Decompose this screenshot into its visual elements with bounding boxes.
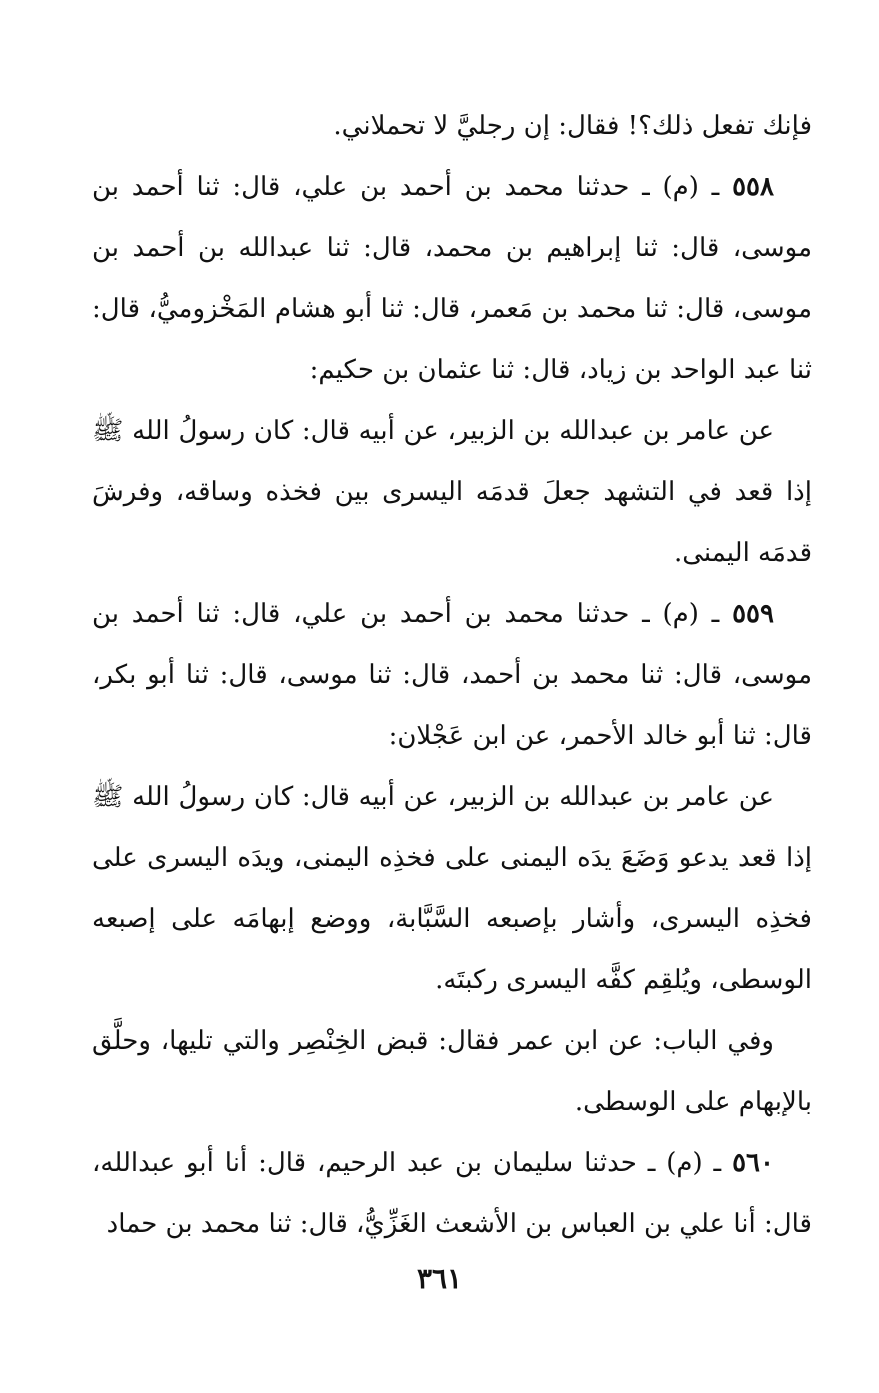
paragraph-continuation [92, 96, 812, 157]
paragraph-text: وفي الباب: عن ابن عمر فقال: قبض الخِنْصِر والتي تليها، وحلَّق بالإبهام على الوسطى. [92, 1026, 812, 1117]
page-number: ٣٦١ [416, 1262, 463, 1295]
hadith-558-matn [92, 401, 812, 584]
hadith-number: ٥٦٠ [732, 1148, 774, 1178]
hadith-560-isnad [92, 1133, 812, 1255]
paragraph-text: ـ (م) ـ حدثنا محمد بن أحمد بن علي، قال: ثنا أحمد بن موسى، قال: ثنا إبراهيم بن محمد، قال: ثنا عبدالله بن أحمد بن موسى، قال: ثنا محمد بن مَعمر، قال: ثنا أبو هشام المَخْزوميُّ، قال: ثنا عبد الواحد بن زياد، قال: ثنا عثمان بن حكيم: [92, 172, 812, 385]
paragraph-text: عن عامر بن عبدالله بن الزبير، عن أبيه قال: كان رسولُ الله ﷺ إذا قعد يدعو وَضَعَ يدَه اليمنى على فخذِه اليمنى، ويدَه اليسرى على فخذِه اليسرى، وأشار بإصبعه السَّبَّابة، ووضع إبهامَه على إصبعه الوسطى، ويُلقِم كفَّه اليسرى ركبتَه. [92, 782, 812, 995]
hadith-558-isnad [92, 157, 812, 401]
paragraph-text: ـ (م) ـ حدثنا سليمان بن عبد الرحيم، قال: أنا أبو عبدالله، قال: أنا علي بن العباس بن الأشعث الغَزِّيُّ، قال: ثنا محمد بن حماد [92, 1148, 812, 1239]
paragraph-text: ـ (م) ـ حدثنا محمد بن أحمد بن علي، قال: ثنا أحمد بن موسى، قال: ثنا محمد بن أحمد، قال: ثنا موسى، قال: ثنا أبو بكر، قال: ثنا أبو خالد الأحمر، عن ابن عَجْلان: [92, 599, 812, 751]
page-body [92, 96, 812, 1255]
bab-note [92, 1011, 812, 1133]
hadith-number: ٥٥٨ [732, 172, 774, 202]
hadith-559-isnad [92, 584, 812, 767]
hadith-559-matn [92, 767, 812, 1011]
paragraph-text: عن عامر بن عبدالله بن الزبير، عن أبيه قال: كان رسولُ الله ﷺ إذا قعد في التشهد جعلَ قدمَه اليسرى بين فخذه وساقه، وفرشَ قدمَه اليمنى. [92, 416, 812, 568]
hadith-number: ٥٥٩ [732, 599, 774, 629]
paragraph-text: فإنك تفعل ذلك؟! فقال: إن رجليَّ لا تحملاني. [333, 111, 812, 141]
